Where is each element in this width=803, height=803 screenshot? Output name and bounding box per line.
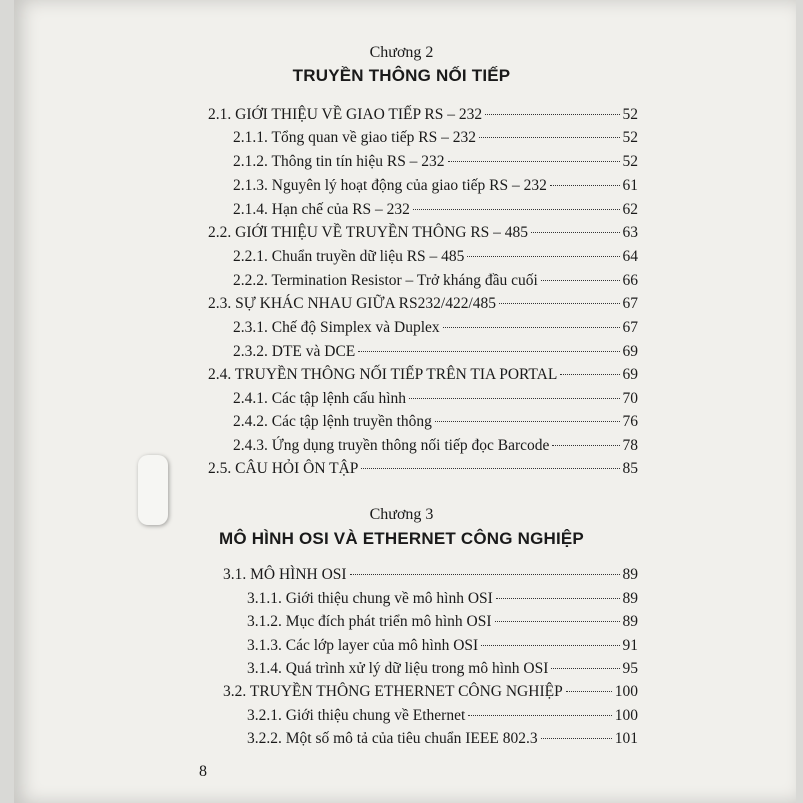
chapter-3-title: MÔ HÌNH OSI VÀ ETHERNET CÔNG NGHIỆP: [219, 529, 584, 548]
toc-entry: 3.2. TRUYỀN THÔNG ETHERNET CÔNG NGHIỆP 100: [223, 683, 638, 700]
chapter-2-label: Chương 2: [369, 44, 434, 61]
toc-entry: 2.3.1. Chế độ Simplex và Duplex 67: [233, 319, 638, 336]
toc-entry: 3.1.1. Giới thiệu chung về mô hình OSI 89: [247, 590, 638, 607]
toc-entry: 3.1.4. Quá trình xử lý dữ liệu trong mô hình OSI 95: [247, 660, 638, 677]
toc-entry: 2.1.2. Thông tin tín hiệu RS – 232 52: [233, 153, 638, 170]
toc-entry: 3.1.2. Mục đích phát triển mô hình OSI 89: [247, 613, 638, 630]
toc-entry: 2.4.3. Ứng dụng truyền thông nối tiếp đọc Barcode 78: [233, 437, 638, 454]
toc-entry: 2.1.1. Tổng quan về giao tiếp RS – 232 52: [233, 129, 638, 146]
toc-entry: 2.5. CÂU HỎI ÔN TẬP 85: [208, 460, 638, 477]
toc-entry: 2.1.4. Hạn chế của RS – 232 62: [233, 201, 638, 218]
toc-entry: 2.3.2. DTE và DCE 69: [233, 343, 638, 360]
toc-entry: 3.2.1. Giới thiệu chung về Ethernet 100: [247, 707, 638, 724]
chapter-3-label: Chương 3: [369, 506, 434, 523]
toc-entry: 2.4. TRUYỀN THÔNG NỐI TIẾP TRÊN TIA PORTAL 69: [208, 366, 638, 383]
toc-entry: 2.3. SỰ KHÁC NHAU GIỮA RS232/422/485 67: [208, 295, 638, 312]
chapter-2-title: TRUYỀN THÔNG NỐI TIẾP: [292, 66, 511, 85]
toc-entry: 2.2.2. Termination Resistor – Trở kháng đầu cuối 66: [233, 272, 638, 289]
toc-entry: 2.4.1. Các tập lệnh cấu hình 70: [233, 390, 638, 407]
toc-entry: 2.1.3. Nguyên lý hoạt động của giao tiếp RS – 232 61: [233, 177, 638, 194]
toc-entry: 2.2. GIỚI THIỆU VỀ TRUYỀN THÔNG RS – 485 63: [208, 224, 638, 241]
toc-entry: 2.1. GIỚI THIỆU VỀ GIAO TIẾP RS – 232 52: [208, 106, 638, 123]
page-number: 8: [199, 763, 207, 780]
toc-entry: 3.1. MÔ HÌNH OSI 89: [223, 566, 638, 583]
toc-entry: 2.4.2. Các tập lệnh truyền thông 76: [233, 413, 638, 430]
toc-entry: 3.1.3. Các lớp layer của mô hình OSI 91: [247, 637, 638, 654]
toc-entry: 3.2.2. Một số mô tả của tiêu chuẩn IEEE 802.3 101: [247, 730, 638, 747]
toc-entry: 2.2.1. Chuẩn truyền dữ liệu RS – 485 64: [233, 248, 638, 265]
